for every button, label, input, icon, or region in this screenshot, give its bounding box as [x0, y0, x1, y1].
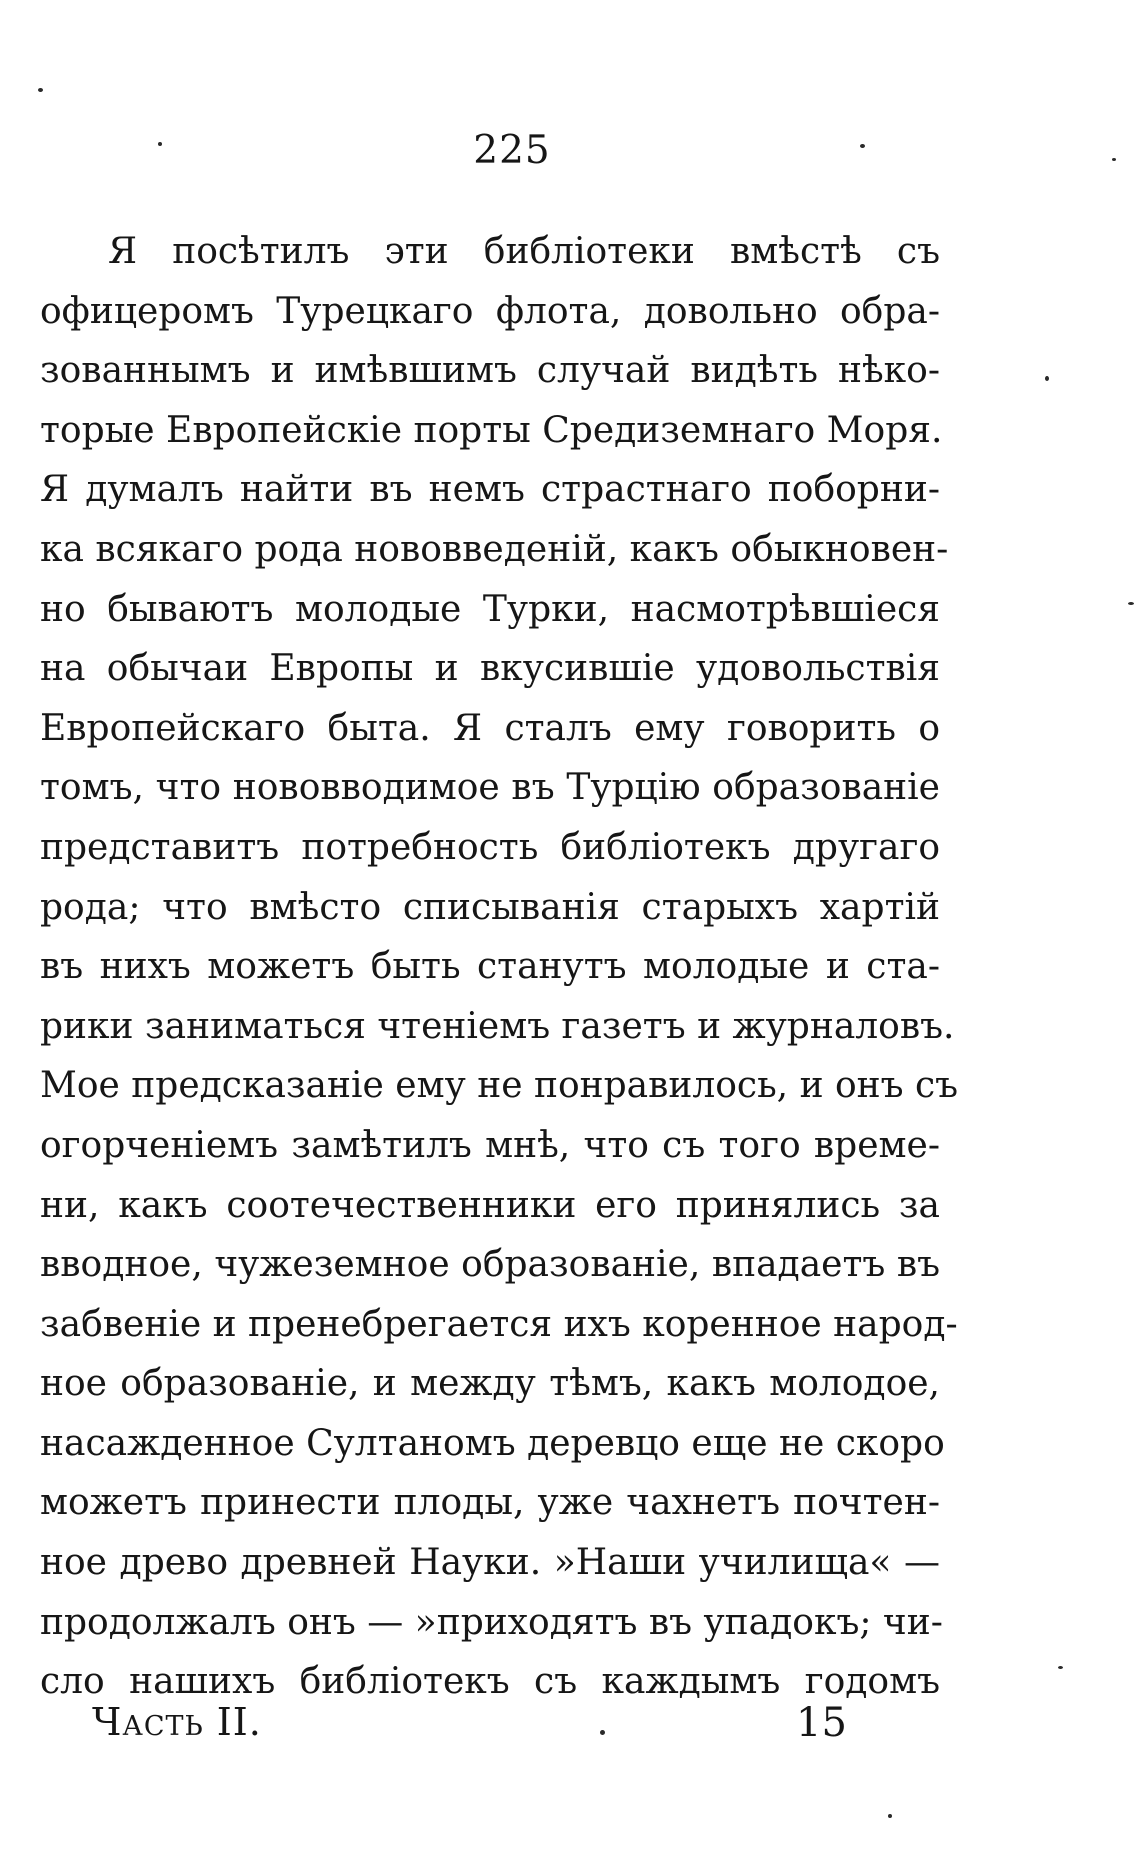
text-line: можетъ принести плоды, уже чахнетъ почтен-	[40, 1482, 940, 1524]
text-line: Европейскаго быта. Я сталъ ему говорить о	[40, 707, 940, 749]
text-line: ни, какъ соотечественники его принялись за	[40, 1184, 940, 1226]
scan-speck	[1112, 158, 1116, 161]
scan-speck	[888, 1814, 892, 1818]
text-line: торые Европейскіе порты Средиземнаго Моря.	[40, 409, 943, 451]
text-line: продолжалъ онъ — »приходятъ въ упадокъ; чи-	[40, 1601, 943, 1643]
text-line: ка всякаго рода нововведеній, какъ обыкновен-	[40, 528, 949, 570]
text-line: представитъ потребность библіотекъ другаго	[40, 826, 940, 868]
signature-mark: Часть II.	[92, 1700, 262, 1744]
page-number: 225	[473, 128, 551, 173]
page-footer	[0, 1700, 1140, 1760]
scan-speck	[1045, 376, 1049, 381]
text-line: въ нихъ можетъ быть станутъ молодые и ста-	[40, 946, 940, 988]
text-line: рода; что вмѣсто списыванія старыхъ хартій	[40, 886, 940, 928]
text-line: томъ, что нововводимое въ Турцію образованіе	[40, 767, 940, 809]
sheet-number: 15	[796, 1700, 847, 1746]
text-line: вводное, чужеземное образованіе, впадаетъ въ	[40, 1244, 940, 1286]
text-line: но бываютъ молодые Турки, насмотрѣвшіеся	[40, 588, 940, 630]
text-line: рики заниматься чтеніемъ газетъ и журналовъ.	[40, 1005, 955, 1047]
scan-speck	[1058, 1666, 1063, 1669]
text-line: ное образованіе, и между тѣмъ, какъ молодое,	[40, 1363, 940, 1405]
text-line: сло нашихъ библіотекъ съ каждымъ годомъ	[40, 1661, 940, 1703]
text-line: насажденное Султаномъ деревцо еще не скоро	[40, 1422, 945, 1464]
text-line: огорченіемъ замѣтилъ мнѣ, что съ того време-	[40, 1124, 940, 1166]
scan-speck	[1128, 602, 1134, 605]
scan-speck	[158, 142, 162, 146]
scan-speck	[600, 1730, 605, 1735]
text-line: офицеромъ Турецкаго флота, довольно обра-	[40, 290, 940, 332]
text-line: на обычаи Европы и вкусившіе удовольствія	[40, 648, 940, 690]
text-line: Я посѣтилъ эти библіотеки вмѣстѣ съ	[108, 231, 940, 272]
text-line: зованнымъ и имѣвшимъ случай видѣть нѣко-	[40, 350, 940, 392]
scan-speck	[860, 144, 865, 148]
text-line: забвеніе и пренебрегается ихъ коренное народ-	[40, 1303, 958, 1345]
body-text	[40, 222, 959, 1712]
scan-speck	[38, 88, 43, 92]
text-line: Мое предсказаніе ему не понравилось, и онъ съ	[40, 1065, 959, 1107]
text-line: Я думалъ найти въ немъ страстнаго поборни-	[40, 469, 940, 511]
text-line: ное древо древней Науки. »Наши училища« —	[40, 1542, 940, 1584]
